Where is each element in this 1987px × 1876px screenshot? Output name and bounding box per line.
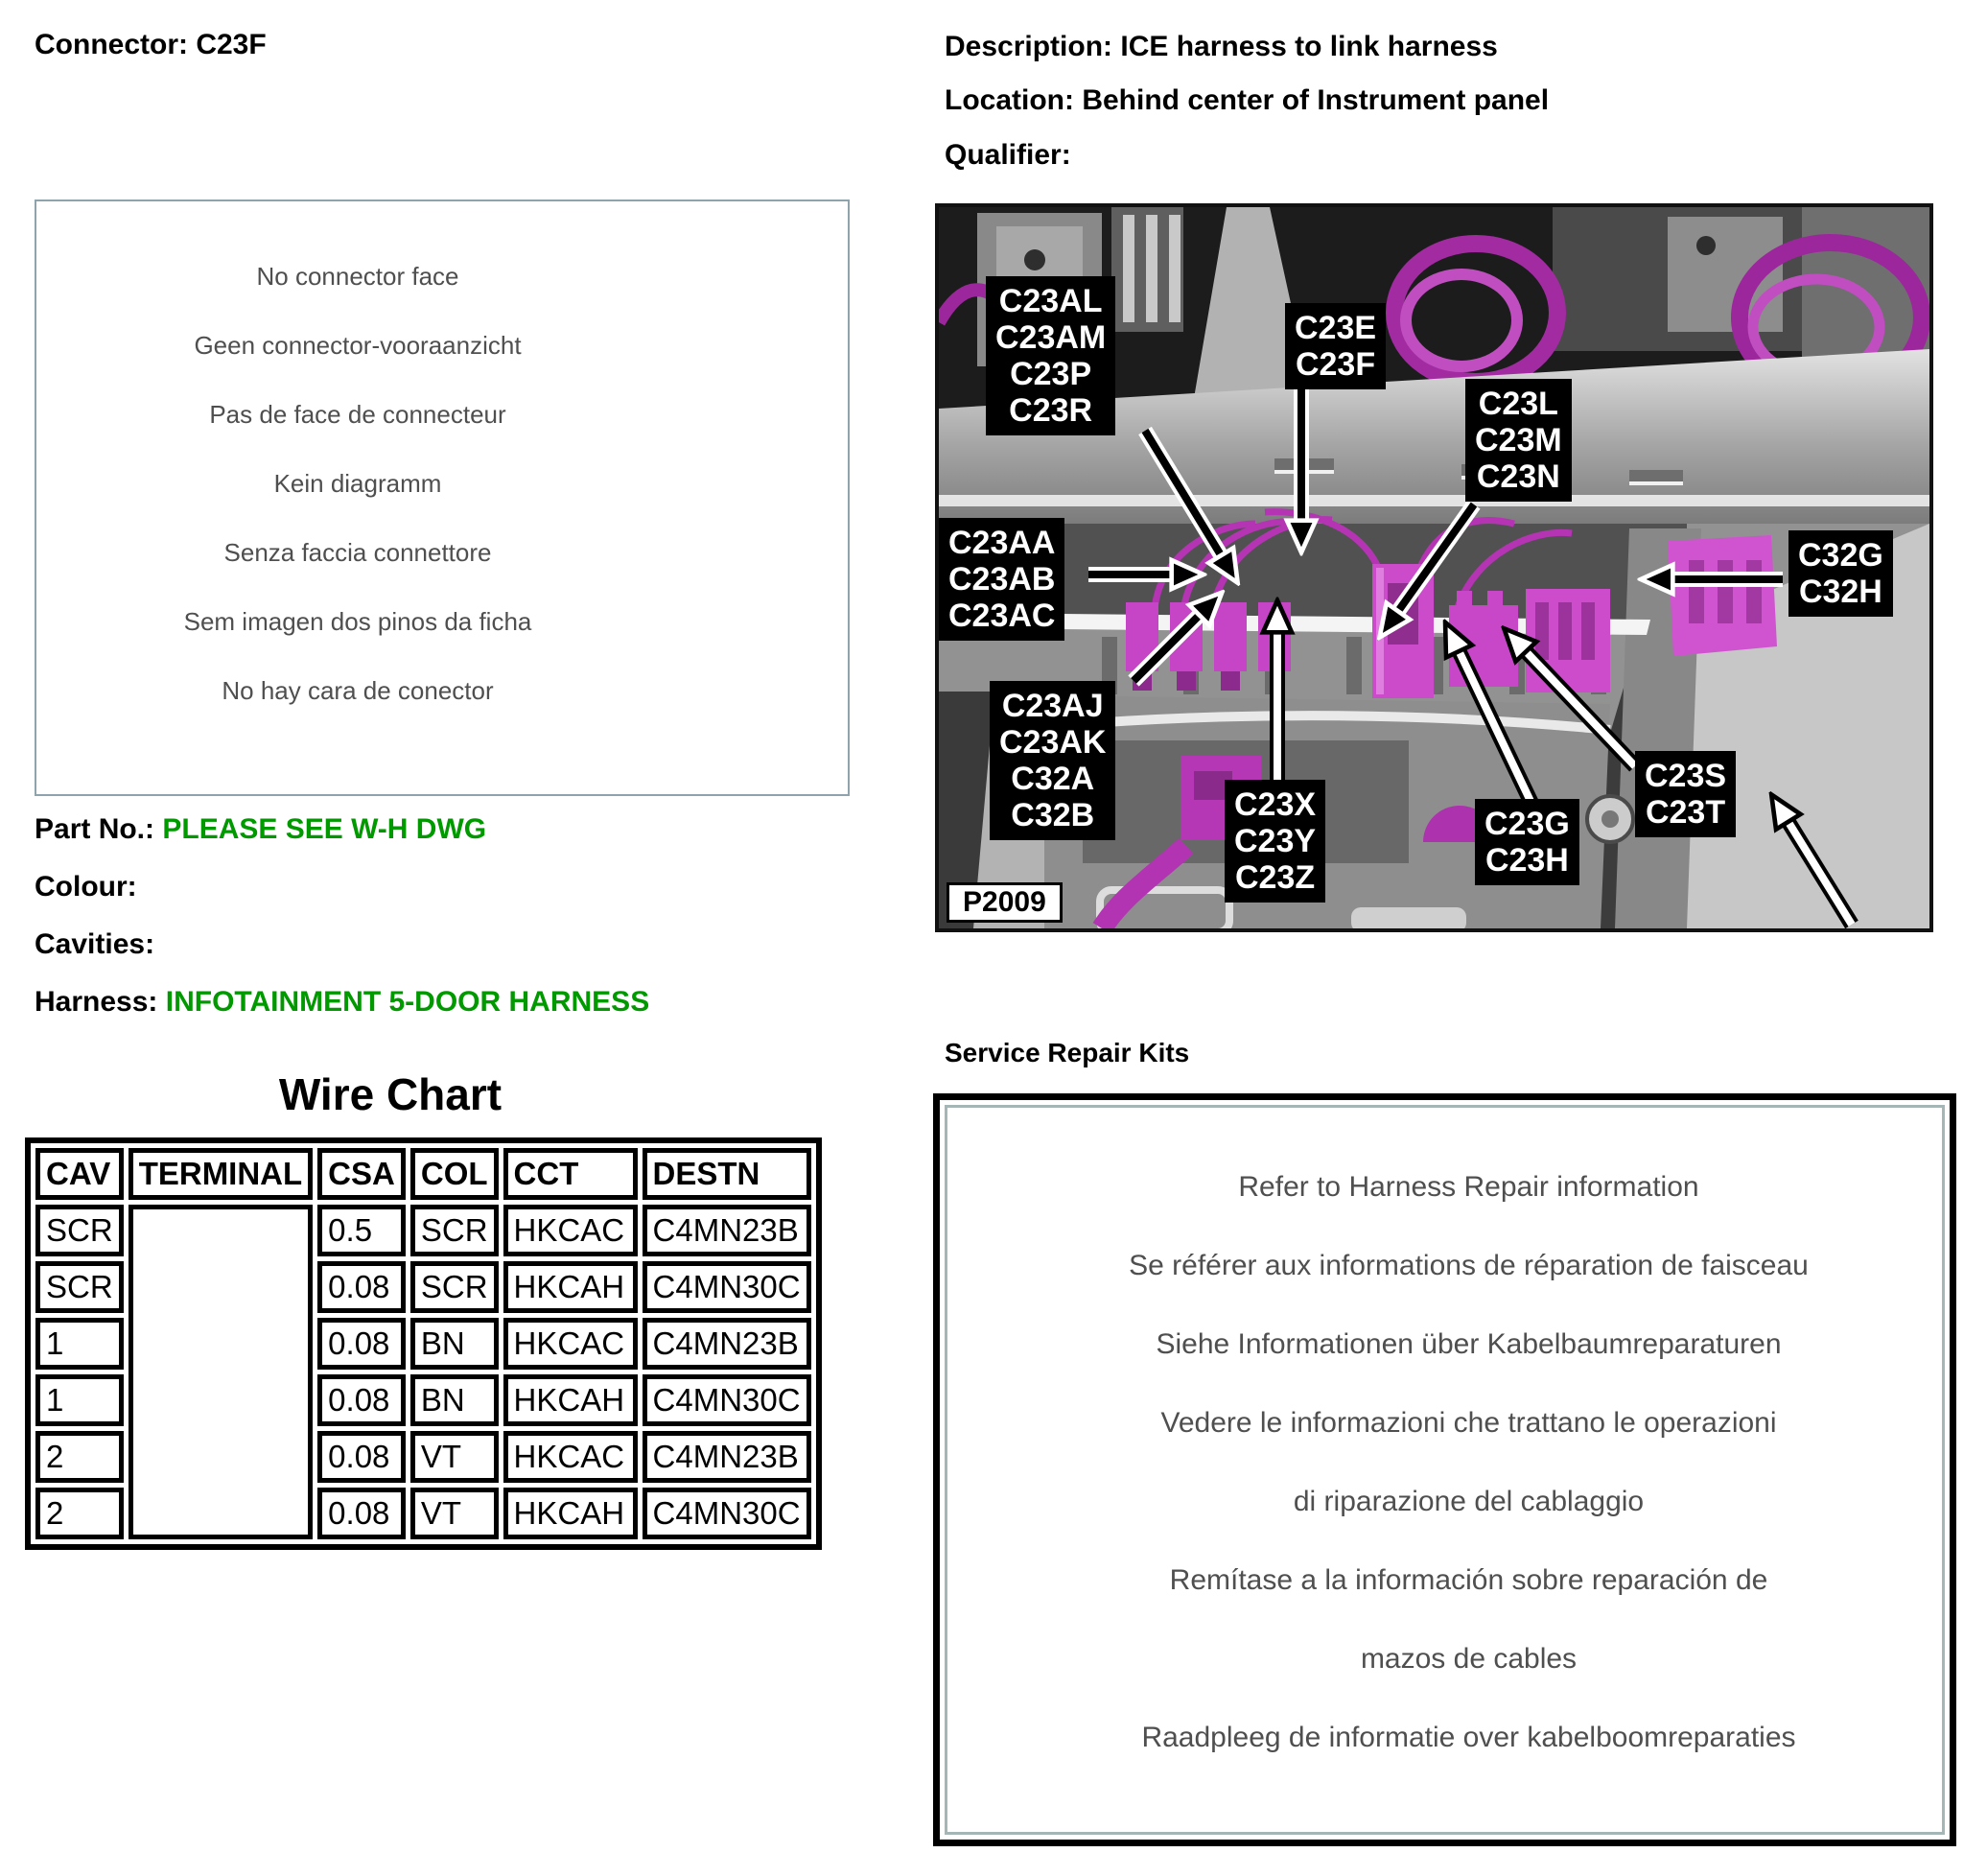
ncf-line-it: Senza faccia connettore <box>223 538 492 567</box>
cell-csa: 0.08 <box>317 1261 406 1313</box>
cell-col: SCR <box>410 1205 499 1256</box>
cell-col: BN <box>410 1318 499 1370</box>
cell-col: SCR <box>410 1261 499 1313</box>
srk-line-it2: di riparazione del cablaggio <box>1293 1486 1645 1517</box>
ncf-line-fr: Pas de face de connecteur <box>209 400 506 429</box>
connector-callout-c23aa-group <box>939 518 1064 641</box>
colour-line <box>35 871 137 903</box>
srk-line-en: Refer to Harness Repair information <box>1238 1171 1699 1203</box>
cell-terminal-merged <box>129 1205 313 1539</box>
connector-title: Connector: C23F <box>35 29 267 60</box>
colour-label: Colour: <box>35 871 137 903</box>
callout-line: C23N <box>1476 458 1560 495</box>
ncf-line-es: No hay cara de conector <box>222 676 494 705</box>
wire-chart-table <box>25 1137 822 1550</box>
cell-cav: SCR <box>35 1205 124 1256</box>
no-connector-face-box <box>35 199 850 796</box>
srk-line-nl: Raadpleeg de informatie over kabelboomreparaties <box>1141 1722 1796 1753</box>
connector-callout-c23x-group <box>1225 780 1325 903</box>
col-header-cct: CCT <box>503 1148 638 1200</box>
connector-callout-c23g-group <box>1475 799 1579 885</box>
ncf-line-pt: Sem imagen dos pinos da ficha <box>183 607 532 636</box>
col-header-terminal: TERMINAL <box>129 1148 313 1200</box>
cell-col: VT <box>410 1431 499 1483</box>
callout-line: C23E <box>1295 310 1377 346</box>
figure-id-badge: P2009 <box>947 882 1063 923</box>
cell-cav: 2 <box>35 1488 124 1539</box>
service-repair-kits-text <box>1005 1148 1932 1777</box>
callout-line: C23AM <box>995 319 1107 356</box>
connector-callout-c23l-group <box>1465 379 1572 502</box>
callout-line: C23AA <box>948 525 1056 561</box>
srk-line-fr: Se référer aux informations de réparation de faisceau <box>1129 1250 1809 1281</box>
callout-line: C23AK <box>999 724 1107 761</box>
description-line: Description: ICE harness to link harness <box>945 31 1498 62</box>
callout-line: C23AC <box>948 598 1056 634</box>
cell-cav: 1 <box>35 1318 124 1370</box>
callout-line: C23L <box>1478 386 1558 422</box>
cell-cav: SCR <box>35 1261 124 1313</box>
callout-line: C23Z <box>1234 859 1316 896</box>
cell-cct: HKCAC <box>503 1431 638 1483</box>
cell-col: VT <box>410 1488 499 1539</box>
col-header-cav: CAV <box>35 1148 124 1200</box>
cell-destn: C4MN30C <box>643 1261 811 1313</box>
harness-label: Harness: <box>35 986 158 1018</box>
cell-cav: 2 <box>35 1431 124 1483</box>
qualifier-line: Qualifier: <box>945 139 1071 171</box>
callout-line: C23Y <box>1234 823 1317 859</box>
srk-line-es1: Remítase a la información sobre reparación de <box>1169 1564 1768 1596</box>
callout-line: C23F <box>1295 346 1376 383</box>
cell-cct: HKCAH <box>503 1374 638 1426</box>
callout-line: C23AB <box>948 561 1056 598</box>
callout-line: C23S <box>1645 758 1727 794</box>
callout-line: C23AJ <box>1001 688 1104 724</box>
col-header-col: COL <box>410 1148 499 1200</box>
cell-cav: 1 <box>35 1374 124 1426</box>
cell-cct: HKCAC <box>503 1205 638 1256</box>
cell-csa: 0.08 <box>317 1488 406 1539</box>
cell-cct: HKCAC <box>503 1318 638 1370</box>
service-repair-kits-inner-border <box>945 1105 1945 1835</box>
cell-cct: HKCAH <box>503 1261 638 1313</box>
service-repair-kits-heading: Service Repair Kits <box>945 1038 1190 1067</box>
cell-destn: C4MN30C <box>643 1488 811 1539</box>
connector-callout-c23aj-group <box>990 681 1115 840</box>
callout-line: C23AL <box>998 283 1103 319</box>
col-header-destn: DESTN <box>643 1148 811 1200</box>
connector-callout-c23s-group <box>1635 751 1736 837</box>
ncf-line-de: Kein diagramm <box>273 469 442 498</box>
ncf-line-nl: Geen connector-vooraanzicht <box>194 331 522 360</box>
cell-destn: C4MN30C <box>643 1374 811 1426</box>
callout-line: C23X <box>1234 786 1317 823</box>
callout-line: C23R <box>1009 392 1093 429</box>
location-line: Location: Behind center of Instrument panel <box>945 84 1550 116</box>
cell-csa: 0.08 <box>317 1431 406 1483</box>
part-no-label: Part No.: <box>35 813 155 845</box>
connector-callout-c23al-group <box>986 276 1115 435</box>
col-header-csa: CSA <box>317 1148 406 1200</box>
callout-line: C32G <box>1798 537 1883 574</box>
part-no-value: PLEASE SEE W-H DWG <box>162 813 487 845</box>
harness-line <box>35 986 649 1019</box>
cell-destn: C4MN23B <box>643 1318 811 1370</box>
cell-csa: 0.08 <box>317 1374 406 1426</box>
callout-line: C32H <box>1798 574 1882 610</box>
cavities-line <box>35 928 154 961</box>
connector-location-image <box>935 203 1933 932</box>
callout-line: C23M <box>1475 422 1562 458</box>
service-repair-kits-box <box>933 1093 1956 1846</box>
connector-callout-c32g-group <box>1788 530 1893 617</box>
callout-line: C23G <box>1484 806 1570 842</box>
wire-chart-header-row <box>35 1148 811 1200</box>
cell-cct: HKCAH <box>503 1488 638 1539</box>
ncf-line-en: No connector face <box>256 262 459 291</box>
callout-line: C32A <box>1011 761 1095 797</box>
srk-line-it1: Vedere le informazioni che trattano le operazioni <box>1160 1407 1777 1439</box>
wire-chart-title: Wire Chart <box>278 1069 503 1119</box>
cell-csa: 0.5 <box>317 1205 406 1256</box>
no-connector-face-text <box>46 242 669 725</box>
callout-line: C23P <box>1010 356 1092 392</box>
harness-value: INFOTAINMENT 5-DOOR HARNESS <box>165 986 650 1018</box>
connector-callout-c23e-group <box>1285 303 1386 389</box>
callout-line: C23T <box>1645 794 1726 831</box>
table-row <box>35 1205 811 1256</box>
cell-destn: C4MN23B <box>643 1205 811 1256</box>
callout-line: C23H <box>1484 842 1569 879</box>
srk-line-de: Siehe Informationen über Kabelbaumreparaturen <box>1156 1328 1782 1360</box>
callout-line: C32B <box>1011 797 1095 833</box>
cell-destn: C4MN23B <box>643 1431 811 1483</box>
srk-line-es2: mazos de cables <box>1360 1643 1578 1675</box>
cavities-label: Cavities: <box>35 928 155 960</box>
part-no-line <box>35 813 486 846</box>
cell-col: BN <box>410 1374 499 1426</box>
cell-csa: 0.08 <box>317 1318 406 1370</box>
